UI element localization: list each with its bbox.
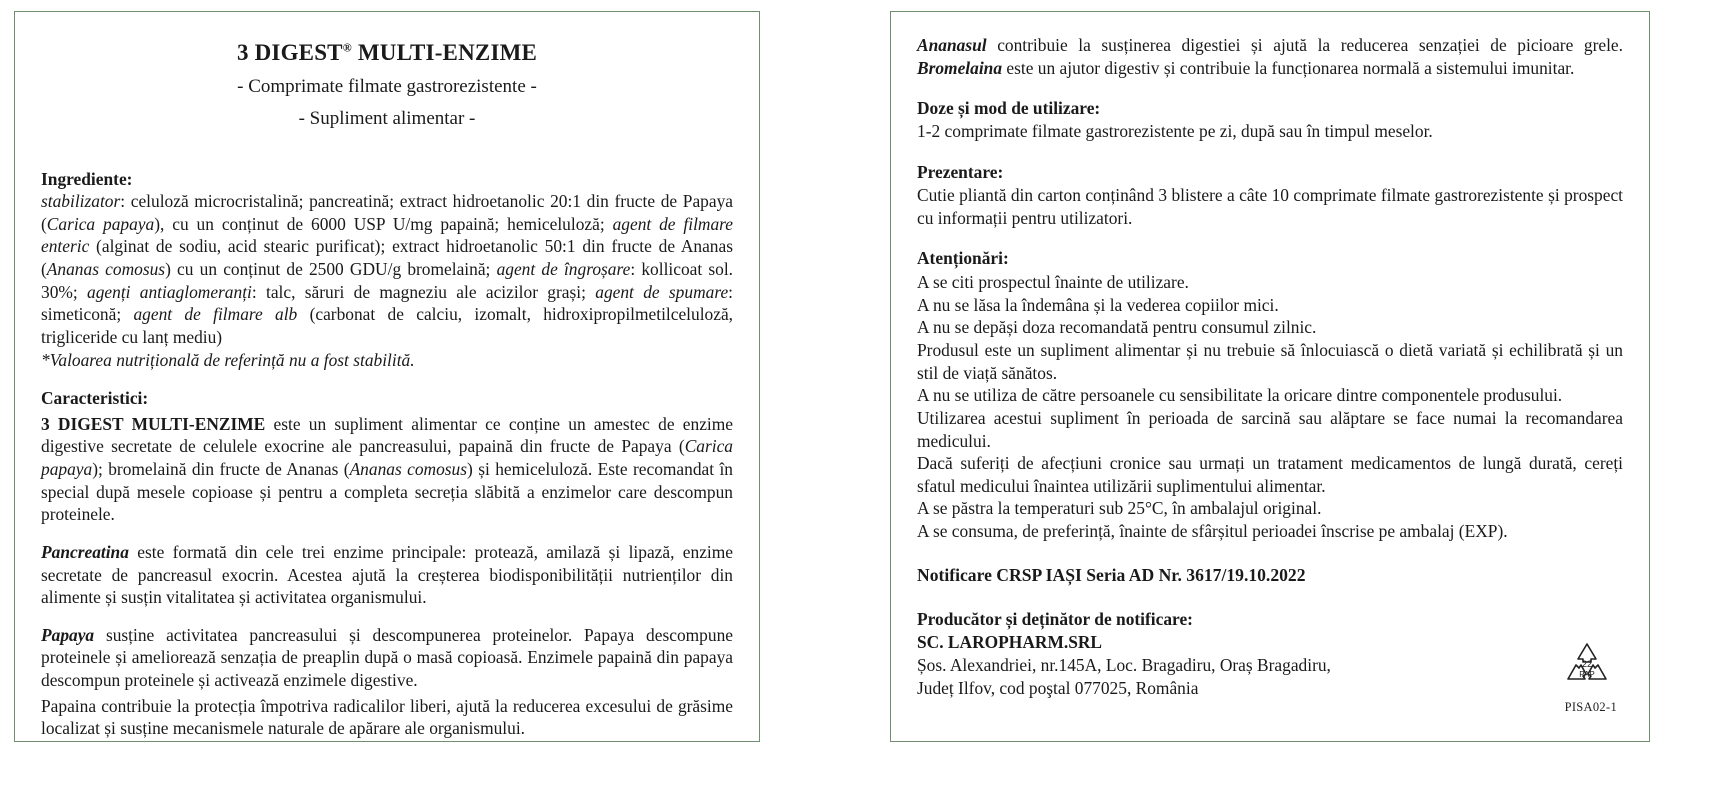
doses-heading-colon: :: [1094, 98, 1101, 119]
recycling-paper-icon: [1559, 641, 1615, 687]
ingredients-heading: [41, 168, 733, 191]
product-name: 3 DIGEST: [236, 40, 343, 65]
characteristics-text-3: ) și hemiceluloză. Este recomandat în special după mesele copioase și pentru a completa secreția slăbită a enzimelor care descompun proteinele.: [41, 459, 733, 525]
characteristics-text-2: ); bromelaină din fructe de Ananas (: [92, 459, 350, 480]
ingredients-text-4: ) cu un conținut de 2500 GDU/g bromelaină;: [165, 259, 497, 280]
notification-line: Notificare CRSP IAȘI Seria AD Nr. 3617/19.10.2022: [917, 564, 1306, 585]
page-title: [41, 39, 733, 67]
document-code: PISA02-1: [1564, 700, 1617, 714]
warning-item: Dacă suferiți de afecțiuni cronice sau urmați un tratament medicamentos de lungă durată, cereți sfatul medicului înaintea utilizării suplimentului alimentar.: [917, 453, 1623, 496]
characteristics-product-name: 3 DIGEST MULTI-ENZIME: [41, 413, 266, 434]
ananas-label: Ananasul: [917, 35, 987, 55]
doses-heading-text: Doze și mod de utilizare: [917, 98, 1095, 119]
characteristics-heading-text: Caracteristici: [41, 388, 143, 409]
ingredients-body: [41, 190, 733, 348]
warning-item: Utilizarea acestui supliment în perioada de sarcină sau alăptare se face numai la recomandarea medicului.: [917, 407, 1623, 451]
warning-item: A nu se utiliza de către persoanele cu sensibilitate la oricare dintre componentele produsului.: [917, 385, 1563, 406]
producer-address-line-1: Șos. Alexandriei, nr.145A, Loc. Bragadiru, Oraș Bragadiru,: [917, 654, 1331, 675]
warning-item: A se consuma, de preferință, înainte de sfârșitul perioadei înscrise pe ambalaj (EXP).: [917, 521, 1508, 541]
warning-item: A se păstra la temperaturi sub 25°C, în ambalajul original.: [917, 498, 1322, 519]
characteristics-heading-colon: :: [142, 388, 149, 409]
ingredients-anticaking-label: agenți antiaglomeranți: [87, 281, 252, 302]
ingredients-stabilizer-label: stabilizator: [41, 191, 121, 212]
ingredients-text-2: ), cu un conținut de 6000 USP U/mg papaină; hemiceluloză;: [154, 213, 613, 234]
characteristics-ananas-comosus: Ananas comosus: [349, 459, 468, 480]
producer-address-line-2: Județ Ilfov, cod poştal 077025, România: [917, 677, 1199, 698]
characteristics-carica-papaya: Carica papaya: [41, 436, 733, 480]
warnings-list: [917, 271, 1623, 543]
warnings-heading-colon: :: [1002, 248, 1009, 269]
ingredients-text-1: : celuloză microcristalină; pancreatină; extract hidroetanolic 20:1 din fructe de Papaya (: [41, 191, 733, 234]
characteristics-text-1: este un supliment alimentar ce conține un amestec de enzime digestive secretate de celulele exocrine ale pancreasului, papaină din fructe de Papaya (: [41, 413, 733, 457]
warning-item: A nu se lăsa la îndemâna și la vederea copiilor mici.: [917, 294, 1279, 315]
product-name-rest: MULTI-ENZIME: [351, 40, 538, 65]
section-doses: [917, 98, 1623, 143]
bromelain-text: este un ajutor digestiv și contribuie la funcționarea normală a sistemului imunitar.: [1002, 57, 1575, 78]
characteristics-paragraph-1: [41, 413, 733, 526]
characteristics-paragraph-papaya: [41, 624, 733, 692]
producer-company: SC. LAROPHARM.SRL: [917, 631, 1103, 652]
characteristics-paragraph-pancreatin: [41, 541, 733, 609]
ingredients-text-8: (carbonat de calciu, izomalt, hidroxipropilmetilceluloză, trigliceride cu lanț mediu): [41, 304, 734, 347]
characteristics-heading: [41, 387, 733, 410]
papaya-label: Papaya: [41, 624, 95, 645]
ingredients-text-5: : kollicoat sol. 30%;: [41, 259, 734, 302]
section-presentation: [917, 162, 1623, 229]
ingredients-text-3: (alginat de sodiu, acid stearic purificat); extract hidroetanolic 50:1 din fructe de Ananas (: [41, 236, 733, 280]
subtitle-form: - Comprimate filmate gastrorezistente -: [237, 75, 537, 97]
recycle-number: 22: [1581, 659, 1593, 669]
presentation-body: Cutie pliantă din carton conținând 3 blistere a câte 10 comprimate filmate gastrorezistente și prospect cu informații pentru utilizatori.: [917, 184, 1623, 228]
doses-heading: [917, 98, 1623, 119]
pancreatin-label: Pancreatina: [41, 541, 129, 562]
section-ingredients: [41, 168, 733, 372]
warnings-heading: [917, 248, 1623, 269]
ingredients-heading-colon: :: [126, 168, 133, 189]
papaya-text: susține activitatea pancreasului și descompunerea proteinelor. Papaya descompune proteinele și ameliorează senzația de preaplin după o masă copioasă. Enzimele papaină din papaya descompun proteinele și activează enzimele digestive.: [41, 624, 733, 691]
ingredients-foaming-label: agent de spumare: [595, 281, 729, 302]
ingredients-footnote: *Valoarea nutrițională de referință nu a fost stabilită.: [41, 349, 415, 370]
ingredients-text-6: : talc, săruri de magneziu ale acizilor grași;: [251, 281, 596, 302]
pancreatin-text: este formată din cele trei enzime principale: protează, amilază și lipază, enzime secretate de pancreasul exocrin. Acestea ajută la creșterea biodisponibilității nutrienților din alimente și susțin vitalitatea și activitatea organismului.: [41, 541, 733, 608]
warning-item: A se citi prospectul înainte de utilizare.: [917, 272, 1189, 293]
right-page-panel: [890, 11, 1650, 742]
ananas-text: contribuie la susținerea digestiei și ajută la reducerea senzației de picioare grele.: [986, 35, 1623, 55]
warning-item: Produsul este un supliment alimentar și nu trebuie să înlocuiască o dietă variată și echilibrată și un stil de viață sănătos.: [917, 340, 1623, 383]
doses-body: 1-2 comprimate filmate gastrorezistente pe zi, după sau în timpul meselor.: [917, 121, 1433, 142]
recycle-label: PAP: [1579, 670, 1595, 679]
registered-mark: ®: [342, 40, 352, 55]
ingredients-thickener-label: agent de îngroșare: [496, 259, 631, 280]
warnings-heading-text: Atenționări: [917, 248, 1003, 269]
ingredients-text-7: : simeticonă;: [41, 281, 734, 325]
producer-heading: Producător și deținător de notificare:: [917, 608, 1193, 629]
ingredients-white-film-label: agent de filmare alb: [133, 304, 298, 325]
ingredients-enteric-film-label: agent de filmare enteric: [41, 213, 734, 257]
intro-paragraph: [917, 34, 1623, 79]
presentation-heading-text: Prezentare: [917, 161, 998, 182]
bromelain-label: Bromelaina: [917, 57, 1003, 78]
characteristics-paragraph-papain: Papaina contribuie la protecția împotriva radicalilor liberi, ajută la reducerea excesului de grăsime localizat și susține mecanismele naturale de apărare ale organismului.: [41, 695, 733, 739]
ingredients-carica-papaya: Carica papaya: [46, 213, 155, 234]
presentation-heading: [917, 162, 1623, 183]
presentation-heading-colon: :: [997, 161, 1004, 182]
section-warnings: [917, 248, 1623, 543]
warning-item: A nu se depăși doza recomandată pentru consumul zilnic.: [917, 317, 1317, 338]
producer-block: [917, 608, 1623, 700]
left-page-panel: [14, 11, 760, 742]
section-characteristics: [41, 387, 733, 740]
ingredients-heading-text: Ingrediente: [41, 168, 127, 189]
ingredients-ananas-comosus: Ananas comosus: [46, 259, 166, 280]
subtitle-supplement: - Supliment alimentar -: [298, 107, 476, 129]
